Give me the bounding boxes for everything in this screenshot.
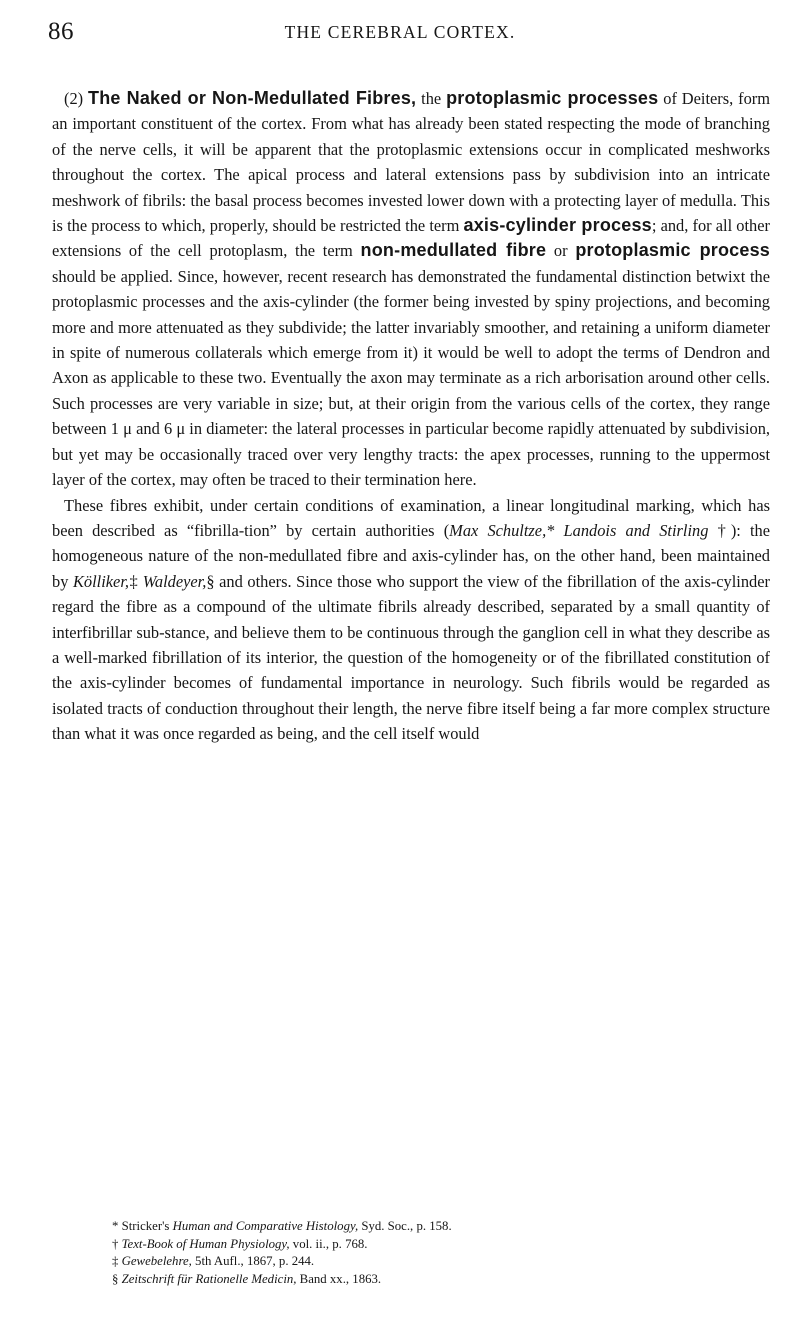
body-text bbox=[52, 86, 770, 747]
term-protoplasmic-process: protoplasmic process bbox=[575, 240, 771, 261]
running-head bbox=[48, 18, 752, 46]
page-number: 86 bbox=[48, 18, 74, 45]
author-citation: Max Schultze,* bbox=[449, 520, 555, 540]
text-run: or bbox=[546, 241, 576, 261]
term-axis-cylinder-process: axis-cylinder process bbox=[463, 215, 652, 236]
text-run: †): the homogeneous nature of the non-medullated fibre and axis-cylinder has, on the other hand, been maintained by bbox=[52, 520, 770, 591]
author-citation: Landois and Stirling bbox=[563, 520, 709, 540]
text-run: of Deiters, form an important constituent of the cortex. From what has already been stated respecting the mode of branching of the nerve cells, it will be apparent that the protoplasmic extensions occur in complicated meshworks throughout the cortex. The apical process and lateral extensions pass by subdivision into an intricate meshwork of fibrils: the basal process becomes invested lower down with a protecting layer of medulla. This is the process to which, properly, should be restricted the term bbox=[52, 89, 770, 236]
text-run: § and others. Since those who support the view of the fibrillation of the axis-cylinder regard the fibre as a compound of the ultimate fibrils already described, separated by a small quantity of interfibrillar sub-stance, and believe them to be continuous through the ganglion cell in what they describe as a well-marked fibrillation of its interior, the question of the homogeneity or of the fibrillated constitution of the axis-cylinder becomes of fundamental importance in neurology. Such fibrils would be regarded as isolated tracts of conduction throughout their length, the nerve fibre itself being a far more complex structure than what it was once regarded as being, and the cell itself would bbox=[52, 571, 770, 744]
footnote-title: Human and Comparative Histology, bbox=[172, 1219, 359, 1233]
term-non-medullated-fibre: non-medullated fibre bbox=[360, 240, 547, 261]
text-run: ‡ bbox=[128, 571, 143, 591]
section-numeral: (2) bbox=[64, 89, 89, 108]
footnote bbox=[112, 1218, 752, 1236]
footnote-mark: § bbox=[112, 1271, 122, 1286]
text-run: the bbox=[416, 89, 447, 108]
author-citation: Kölliker, bbox=[72, 571, 129, 591]
footnote-detail: vol. ii., p. 768. bbox=[289, 1236, 368, 1251]
footnote-title: Gewebelehre, bbox=[121, 1254, 192, 1269]
footnote-detail: Syd. Soc., p. 158. bbox=[358, 1219, 452, 1233]
footnote bbox=[112, 1236, 752, 1254]
footnote-mark: * Stricker's bbox=[112, 1219, 173, 1233]
footnotes bbox=[112, 1218, 752, 1288]
text-run: These fibres exhibit, under certain conditions of examination, a linear longitudinal marking, which has been described as “fibrilla-tion” by certain authorities ( bbox=[52, 495, 770, 540]
footnote-mark: ‡ bbox=[112, 1254, 122, 1269]
running-title: THE CEREBRAL CORTEX. bbox=[284, 22, 516, 42]
footnote-detail: Band xx., 1863. bbox=[296, 1271, 382, 1286]
paragraph-fibrillation bbox=[52, 493, 770, 747]
footnote-detail: 5th Aufl., 1867, p. 244. bbox=[191, 1254, 315, 1269]
term-protoplasmic-processes: protoplasmic processes bbox=[446, 88, 659, 108]
text-run: ; and, for all other extensions of the cell protoplasm, the term bbox=[52, 216, 770, 261]
footnote-title: Zeitschrift für Rationelle Medicin, bbox=[121, 1271, 297, 1286]
footnote-title: Text-Book of Human Physiology, bbox=[121, 1236, 290, 1251]
footnote-mark: † bbox=[112, 1236, 122, 1251]
footnote bbox=[112, 1271, 752, 1289]
section-heading: The Naked or Non-Medullated Fibres, bbox=[88, 88, 417, 108]
paragraph-naked-fibres bbox=[52, 86, 770, 493]
footnote bbox=[112, 1253, 752, 1271]
author-citation: Waldeyer, bbox=[142, 571, 207, 591]
text-run: should be applied. Since, however, recent research has demonstrated the fundamental distinction betwixt the protoplasmic processes and the axis-cylinder (the former being invested by spiny projections, and becoming more and more attenuated as they subdivide; the latter invariably smoother, and retaining a uniform diameter in spite of numerous collaterals which emerge from it) it would be well to adopt the terms of Dendron and Axon as applicable to these two. Eventually the axon may terminate as a rich arborisation around other cells. Such processes are very variable in size; but, at their origin from the various cells of the cortex, they range between 1 μ and 6 μ in diameter: the lateral processes in particular become rapidly attenuated by subdivision, but yet may be occasionally traced over very lengthy tracts: the apex processes, running to the uppermost layer of the cortex, may often be traced to their termination here. bbox=[52, 266, 770, 490]
text-run bbox=[554, 521, 563, 540]
